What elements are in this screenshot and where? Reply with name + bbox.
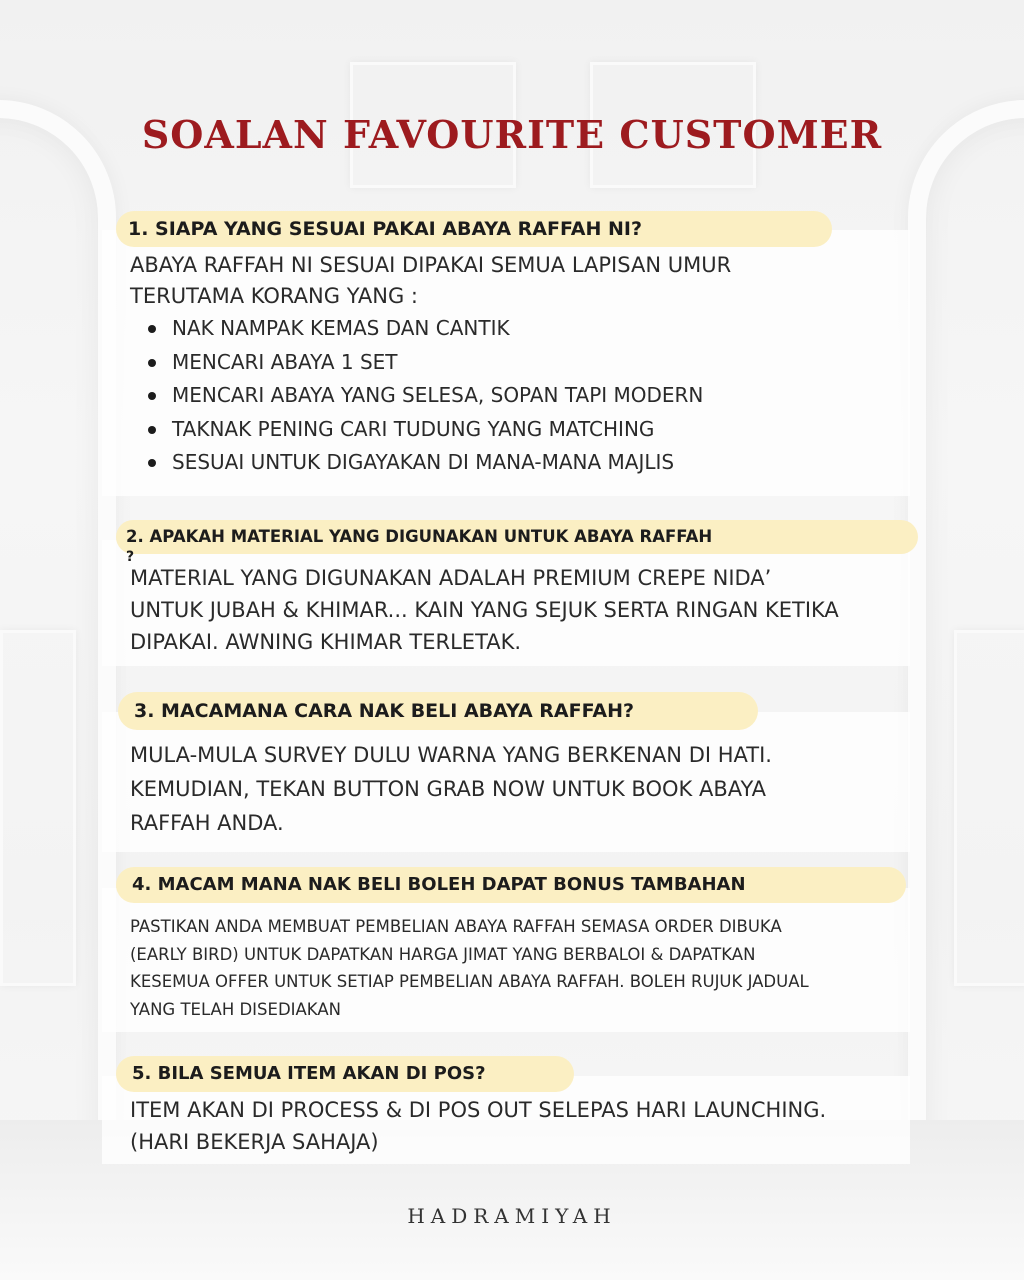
faq-question-1: 1. SIAPA YANG SESUAI PAKAI ABAYA RAFFAH NI? <box>116 211 832 247</box>
faq-answer-3 <box>130 738 772 840</box>
faq-answer-2 <box>130 562 839 658</box>
faq-question-3: 3. MACAMANA CARA NAK BELI ABAYA RAFFAH? <box>118 692 758 730</box>
list-item <box>146 413 703 447</box>
list-item <box>146 379 703 413</box>
bullet-dot-icon <box>148 392 156 400</box>
faq-question-2: 2. APAKAH MATERIAL YANG DIGUNAKAN UNTUK ABAYA RAFFAH <box>116 520 918 554</box>
faq-answer-4 <box>130 913 809 1023</box>
list-item <box>146 346 703 380</box>
faq-answer-1 <box>130 250 731 312</box>
brand-wordmark: HADRAMIYAH <box>407 1204 617 1228</box>
answer-line: UNTUK JUBAH & KHIMAR... KAIN YANG SEJUK SERTA RINGAN KETIKA <box>130 598 839 622</box>
bullet-dot-icon <box>148 426 156 434</box>
list-item-text: SESUAI UNTUK DIGAYAKAN DI MANA-MANA MAJLIS <box>172 450 675 474</box>
faq-question-5: 5. BILA SEMUA ITEM AKAN DI POS? <box>116 1056 574 1092</box>
list-item <box>146 312 703 346</box>
answer-line: ABAYA RAFFAH NI SESUAI DIPAKAI SEMUA LAPISAN UMUR <box>130 253 732 277</box>
answer-line: ITEM AKAN DI PROCESS & DI POS OUT SELEPAS HARI LAUNCHING. <box>130 1098 827 1122</box>
list-item-text: MENCARI ABAYA 1 SET <box>172 349 398 374</box>
list-item <box>146 446 703 480</box>
list-item-text: NAK NAMPAK KEMAS DAN CANTIK <box>172 316 510 340</box>
answer-line: MATERIAL YANG DIGUNAKAN ADALAH PREMIUM CREPE NIDA’ <box>130 566 772 590</box>
faq-question-2-tail: ? <box>126 549 135 565</box>
faq-answer-5 <box>130 1094 826 1158</box>
wall-panel <box>0 630 76 986</box>
answer-line: MULA-MULA SURVEY DULU WARNA YANG BERKENAN DI HATI. <box>130 743 772 767</box>
list-item-text: MENCARI ABAYA YANG SELESA, SOPAN TAPI MODERN <box>172 383 704 407</box>
answer-line: YANG TELAH DISEDIAKAN <box>130 999 341 1019</box>
faq-bullet-list <box>146 312 703 480</box>
answer-line: PASTIKAN ANDA MEMBUAT PEMBELIAN ABAYA RAFFAH SEMASA ORDER DIBUKA <box>130 917 782 936</box>
page-title: SOALAN FAVOURITE CUSTOMER <box>141 112 883 157</box>
wall-panel <box>954 630 1024 986</box>
bullet-dot-icon <box>148 325 156 333</box>
answer-line: (HARI BEKERJA SAHAJA) <box>130 1130 379 1154</box>
bullet-dot-icon <box>148 459 156 467</box>
faq-question-4: 4. MACAM MANA NAK BELI BOLEH DAPAT BONUS TAMBAHAN <box>116 867 906 903</box>
answer-line: KEMUDIAN, TEKAN BUTTON GRAB NOW UNTUK BOOK ABAYA <box>130 777 767 801</box>
answer-line: DIPAKAI. AWNING KHIMAR TERLETAK. <box>130 630 522 654</box>
list-item-text: TAKNAK PENING CARI TUDUNG YANG MATCHING <box>172 416 655 441</box>
answer-line: TERUTAMA KORANG YANG : <box>130 284 418 308</box>
answer-line: RAFFAH ANDA. <box>130 811 284 835</box>
answer-line: (EARLY BIRD) UNTUK DAPATKAN HARGA JIMAT YANG BERBALOI & DAPATKAN <box>130 944 756 964</box>
bullet-dot-icon <box>148 359 156 367</box>
answer-line: KESEMUA OFFER UNTUK SETIAP PEMBELIAN ABAYA RAFFAH. BOLEH RUJUK JADUAL <box>130 972 809 991</box>
